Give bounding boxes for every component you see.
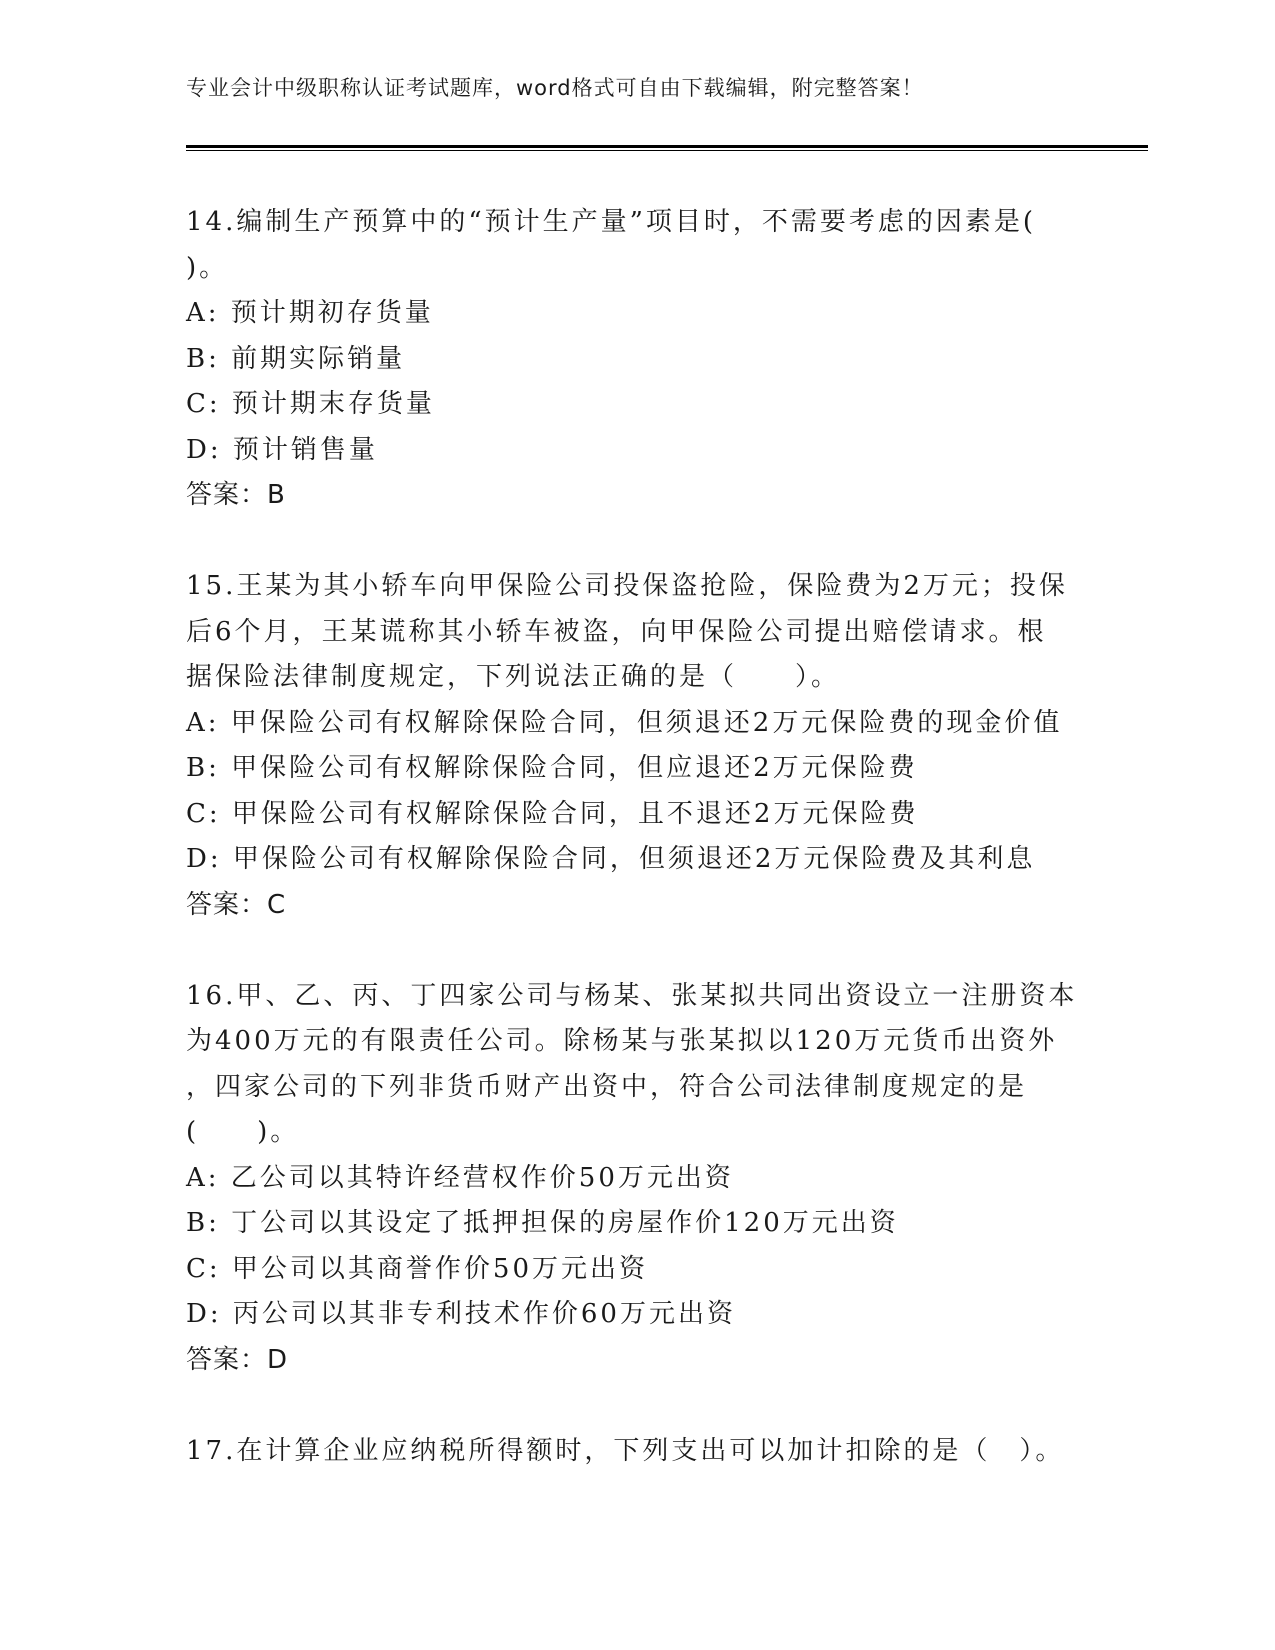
option-d: D: 甲保险公司有权解除保险合同，但须退还2万元保险费及其利息 bbox=[186, 844, 1036, 874]
option-b: B: 前期实际销量 bbox=[186, 343, 406, 374]
option-a: A: 甲保险公司有权解除保险合同，但须退还2万元保险费的现金价值 bbox=[186, 707, 1063, 738]
question-stem-line: 据保险法律制度规定，下列说法正确的是（ ）。 bbox=[186, 662, 841, 692]
header-rule-thin bbox=[186, 150, 1148, 151]
question-17 bbox=[186, 1429, 1086, 1475]
question-stem-line: 14.编制生产预算中的“预计生产量”项目时，不需要考虑的因素是( bbox=[186, 207, 1037, 237]
option-c: C: 甲保险公司有权解除保险合同，且不退还2万元保险费 bbox=[186, 798, 919, 829]
question-list bbox=[186, 200, 1086, 1474]
header-rule-thick bbox=[186, 145, 1148, 148]
answer: 答案：B bbox=[186, 480, 286, 510]
question-stem-line: 后6个月，王某谎称其小轿车被盗，向甲保险公司提出赔偿请求。根 bbox=[186, 616, 1047, 647]
answer: 答案：D bbox=[186, 1344, 289, 1375]
question-stem-line: 15.王某为其小轿车向甲保险公司投保盗抢险，保险费为2万元；投保 bbox=[186, 571, 1068, 601]
option-b: B: 甲保险公司有权解除保险合同，但应退还2万元保险费 bbox=[186, 753, 918, 783]
question-stem-line: ( )。 bbox=[186, 1117, 300, 1147]
option-b: B: 丁公司以其设定了抵押担保的房屋作价120万元出资 bbox=[186, 1208, 899, 1238]
option-a: A: 预计期初存货量 bbox=[186, 298, 434, 328]
question-16 bbox=[186, 974, 1086, 1384]
question-stem-line: )。 bbox=[186, 252, 229, 283]
option-d: D: 预计销售量 bbox=[186, 434, 378, 465]
spacer bbox=[186, 928, 1086, 974]
option-c: C: 甲公司以其商誉作价50万元出资 bbox=[186, 1253, 649, 1284]
option-d: D: 丙公司以其非专利技术作价60万元出资 bbox=[186, 1299, 736, 1329]
page-header: 专业会计中级职称认证考试题库，word格式可自由下载编辑，附完整答案！ bbox=[186, 76, 924, 100]
question-stem-line: 16.甲、乙、丙、丁四家公司与杨某、张某拟共同出资设立一注册资本 bbox=[186, 980, 1078, 1011]
question-stem-line: 为400万元的有限责任公司。除杨某与张某拟以120万元货币出资外 bbox=[186, 1026, 1058, 1056]
spacer bbox=[186, 519, 1086, 565]
question-stem-line: 17.在计算企业应纳税所得额时，下列支出可以加计扣除的是（ ）。 bbox=[186, 1435, 1065, 1466]
question-15 bbox=[186, 564, 1086, 928]
question-stem-line: ，四家公司的下列非货币财产出资中，符合公司法律制度规定的是 bbox=[186, 1071, 1028, 1102]
option-a: A: 乙公司以其特许经营权作价50万元出资 bbox=[186, 1162, 734, 1193]
question-14 bbox=[186, 200, 1086, 519]
spacer bbox=[186, 1383, 1086, 1429]
answer: 答案：C bbox=[186, 889, 287, 920]
option-c: C: 预计期末存货量 bbox=[186, 389, 435, 419]
